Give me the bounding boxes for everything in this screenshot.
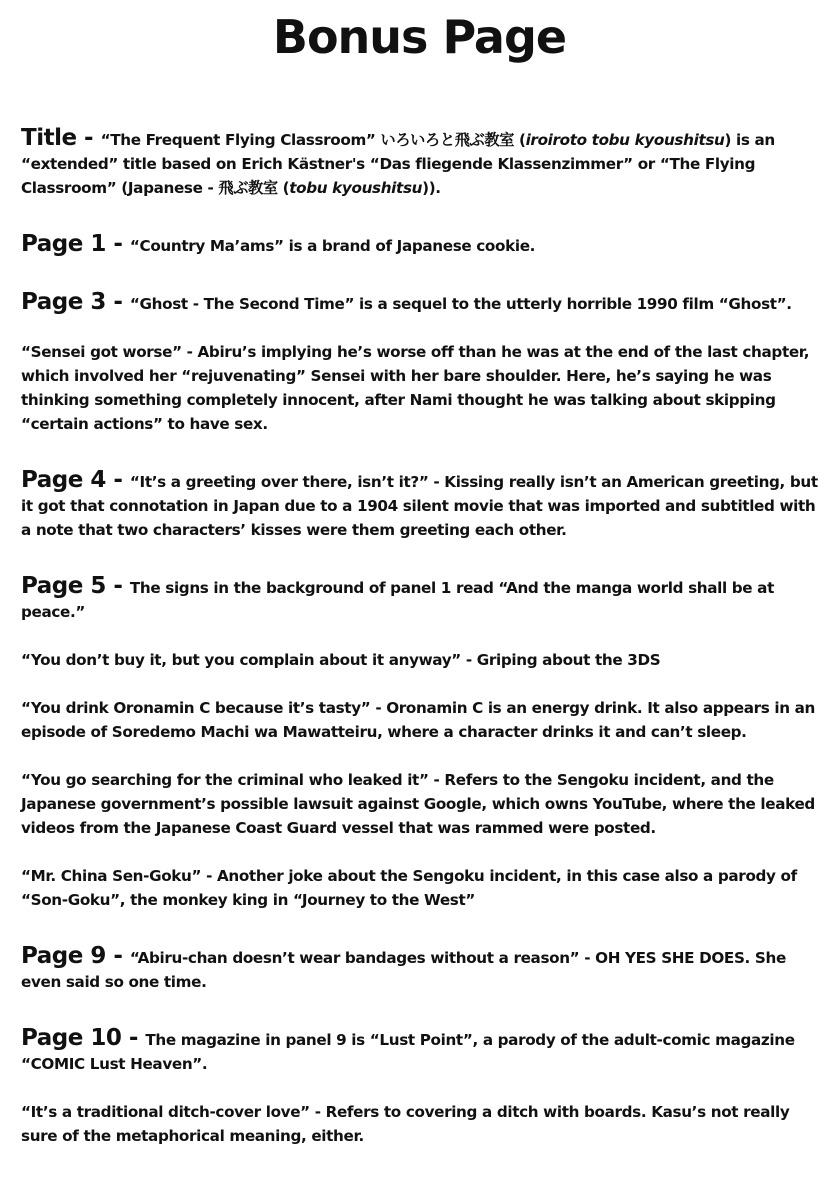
note-text: “It’s a greeting over there, isn’t it?” - Kissing really isn’t an American greeting, but it got that connotation in Japan due to a 1904 silent movie that was imported and subtitled with a note that two characters’ kisses were them greeting each other. (21, 473, 818, 539)
section-label-page-4: Page 4 - (21, 467, 130, 493)
note-text: “You drink Oronamin C because it’s tasty” - Oronamin C is an energy drink. It also appears in an episode of Soredemo Machi wa Mawatteiru, where a character drinks it and can’t sleep. (21, 699, 816, 741)
title-note-text-1: “The Frequent Flying Classroom” (100, 131, 381, 149)
title-note-text-4: ( (277, 179, 290, 197)
section-label-page-9: Page 9 - (21, 943, 130, 969)
section-label-title: Title - (21, 125, 101, 151)
note-text: “You go searching for the criminal who leaked it” - Refers to the Sengoku incident, and the Japanese government’s possible lawsuit against Google, which owns YouTube, where the leaked videos from the Japanese Coast Guard vessel that was rammed were posted. (21, 771, 815, 837)
note-page-5 (21, 574, 829, 624)
note-page-1 (21, 232, 829, 258)
note-text: “It’s a traditional ditch-cover love” - Refers to covering a ditch with boards. Kasu’s not really sure of the metaphorical meaning, either. (21, 1103, 790, 1145)
title-note (21, 126, 829, 200)
title-note-romaji-1: iroiroto tobu kyoushitsu (525, 131, 725, 149)
page-title: Bonus Page (272, 10, 567, 64)
note-text: The signs in the background of panel 1 read “And the manga world shall be at peace.” (21, 579, 774, 621)
title-note-text-5: )). (422, 179, 441, 197)
notes-body (21, 126, 829, 1148)
note-text: “You don’t buy it, but you complain about it anyway” - Griping about the 3DS (21, 651, 661, 669)
title-note-japanese-2: 飛ぶ教室 (218, 179, 278, 197)
note-text: “Mr. China Sen-Goku” - Another joke about the Sengoku incident, in this case also a parody of “Son-Goku”, the monkey king in “Journey to the West” (21, 867, 797, 909)
section-label-page-10: Page 10 - (21, 1025, 146, 1051)
note-dont-buy-it (21, 648, 829, 672)
title-note-romaji-2: tobu kyoushitsu (289, 179, 423, 197)
note-page-9 (21, 944, 829, 994)
section-label-page-1: Page 1 - (21, 231, 130, 257)
section-label-page-5: Page 5 - (21, 573, 130, 599)
note-text: “Ghost - The Second Time” is a sequel to the utterly horrible 1990 film “Ghost”. (129, 295, 792, 313)
note-leaked (21, 768, 829, 840)
title-note-text-3: ) is an “extended” title based on Erich Kästner's “Das fliegende Klassenzimmer” or “The Flying Classroom” (Japanese - (21, 131, 775, 197)
note-page-10 (21, 1026, 829, 1076)
note-page-3 (21, 290, 829, 316)
note-sensei-got-worse (21, 340, 829, 436)
note-ditch-cover (21, 1100, 829, 1148)
note-page-4 (21, 468, 829, 542)
title-note-japanese-1: いろいろと飛ぶ教室 (380, 131, 515, 149)
note-text: “Country Ma’ams” is a brand of Japanese cookie. (129, 237, 536, 255)
note-text: “Abiru-chan doesn’t wear bandages without a reason” - OH YES SHE DOES. She even said so one time. (21, 949, 786, 991)
title-note-text-2: ( (514, 131, 526, 149)
note-text: The magazine in panel 9 is “Lust Point”, a parody of the adult-comic magazine “COMIC Lust Heaven”. (21, 1031, 795, 1073)
note-oronamin-c (21, 696, 829, 744)
note-text: “Sensei got worse” - Abiru’s implying he’s worse off than he was at the end of the last chapter, which involved her “rejuvenating” Sensei with her bare shoulder. Here, he’s saying he was thinking something completely innocent, after Nami thought he was talking about skipping “certain actions” to have sex. (21, 343, 810, 433)
section-label-page-3: Page 3 - (21, 289, 130, 315)
note-mr-china (21, 864, 829, 912)
